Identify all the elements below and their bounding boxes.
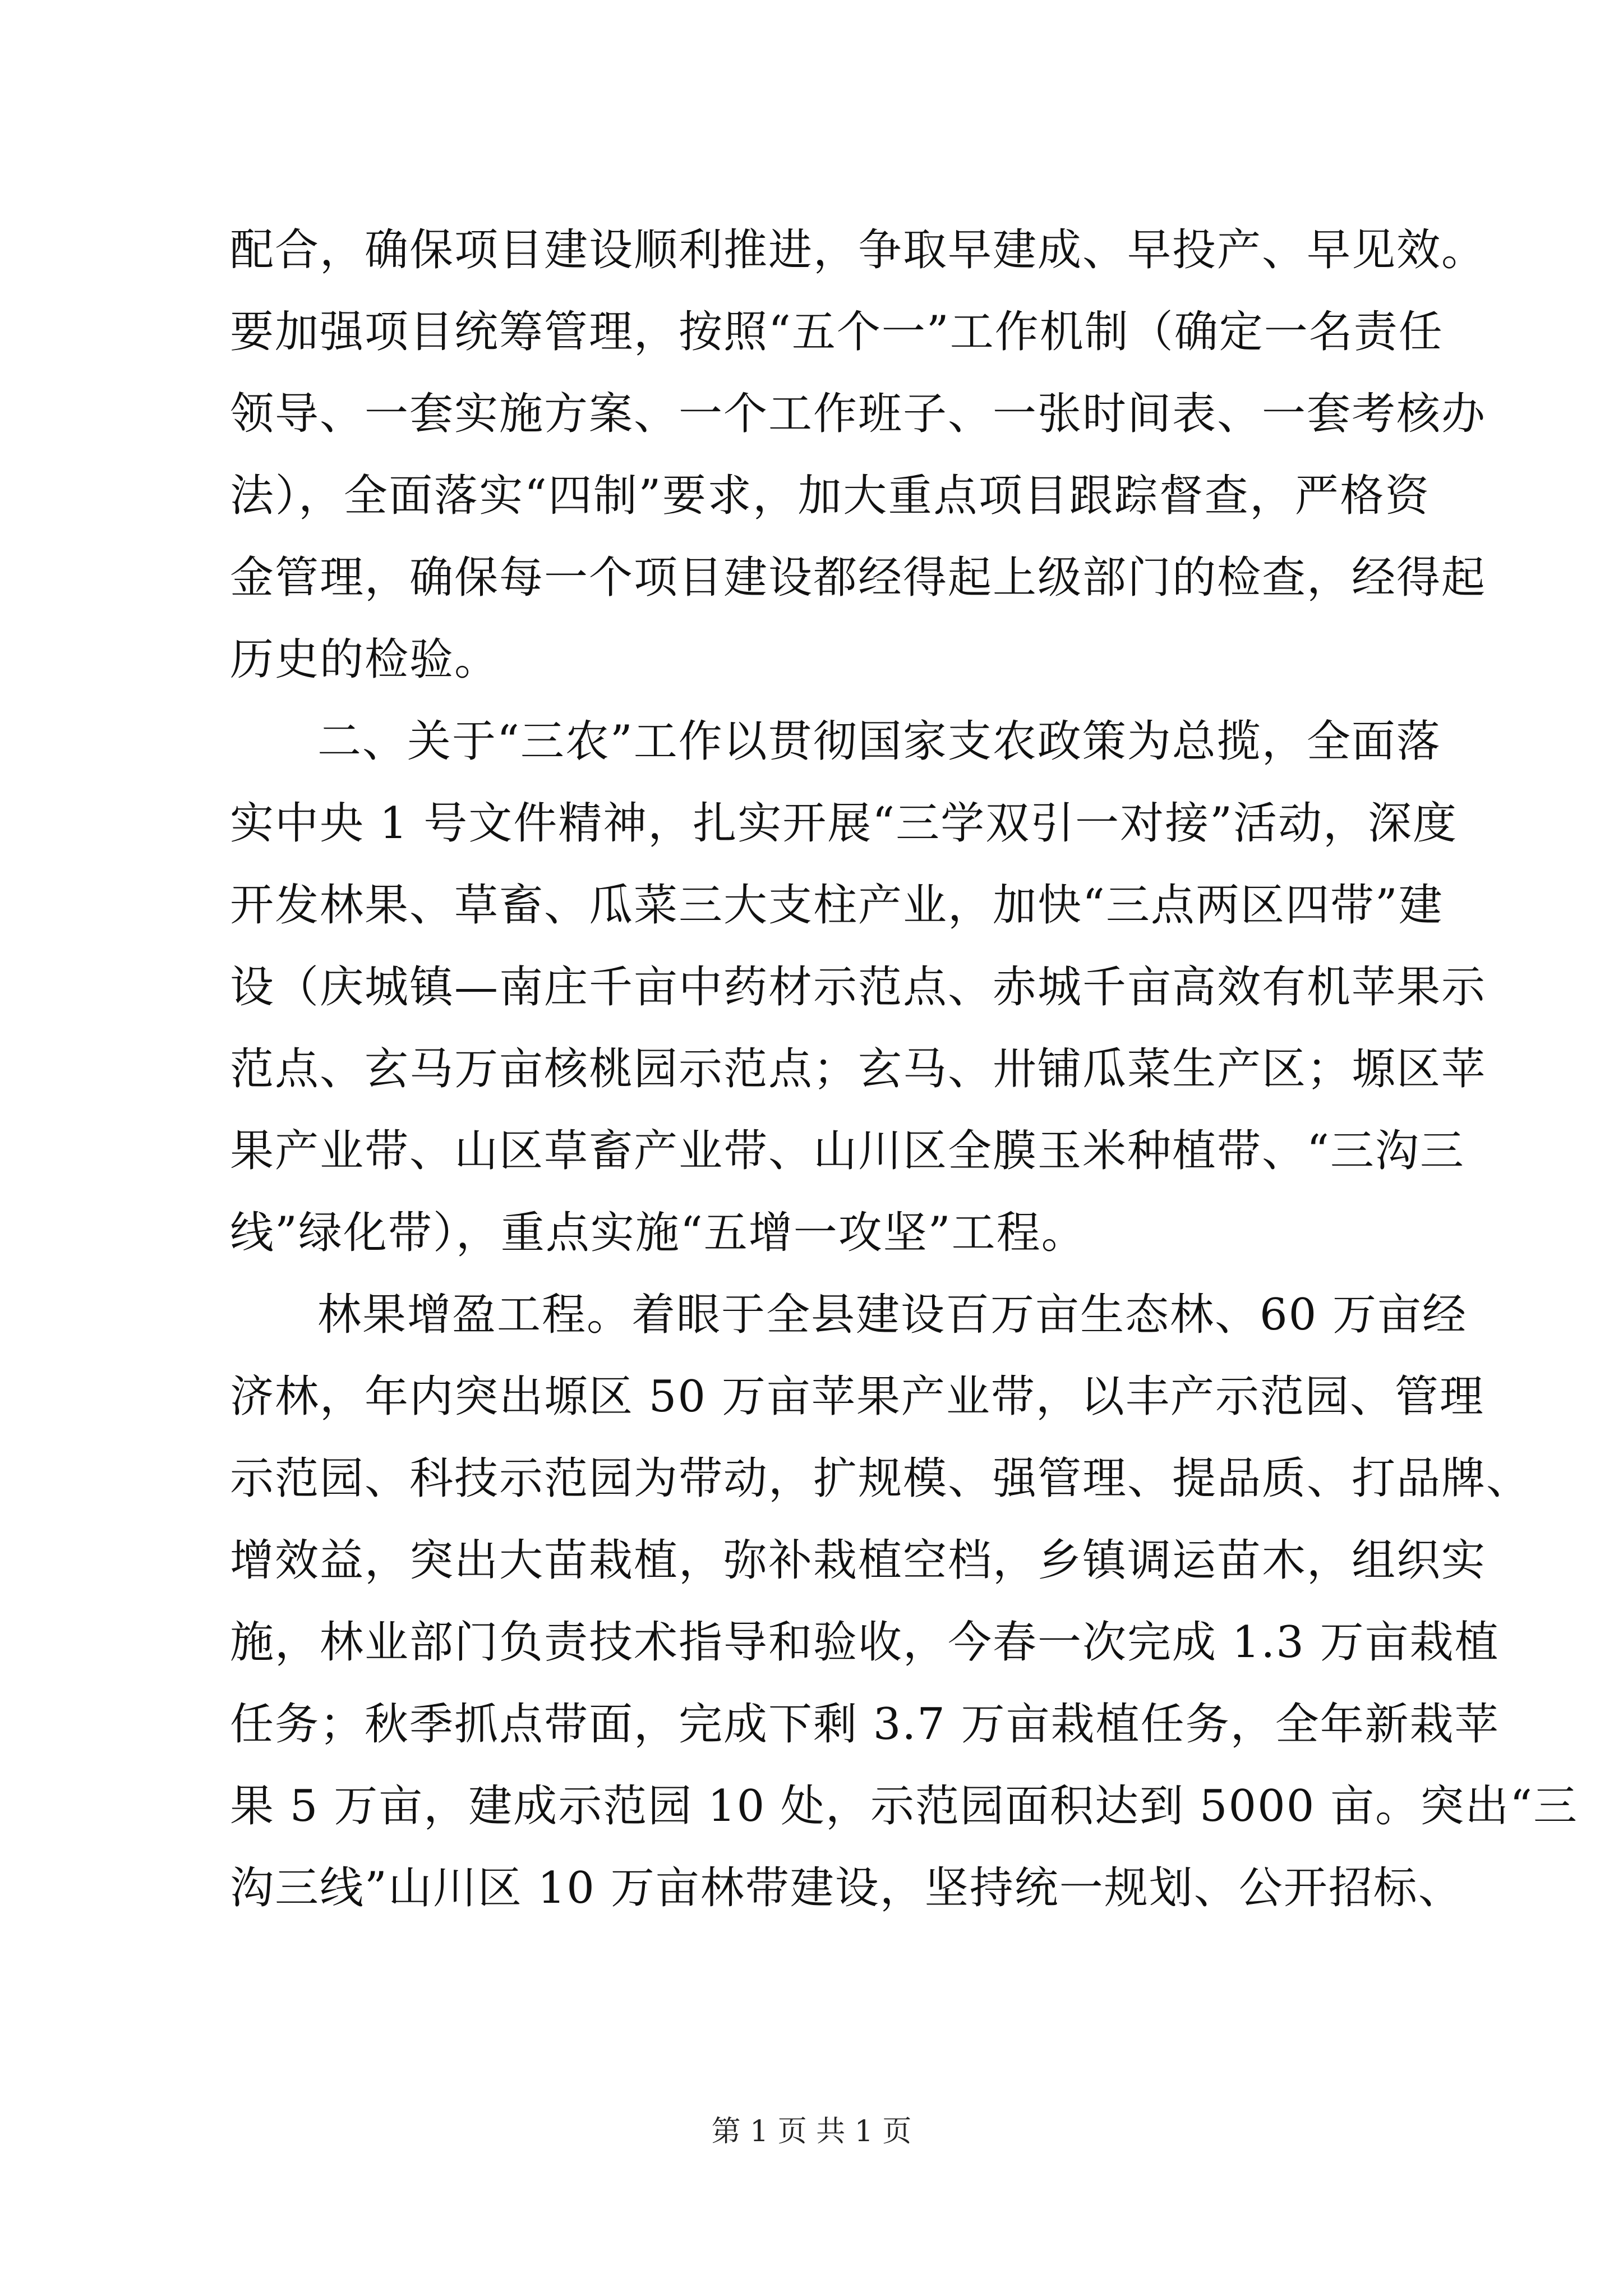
text-line-10: 设（庆城镇—南庄千亩中药材示范点、赤城千亩高效有机苹果示: [230, 962, 1487, 1013]
text-line-5: 金管理，确保每一个项目建设都经得起上级部门的检查，经得起: [230, 553, 1487, 603]
text-line-9: 开发林果、草畜、瓜菜三大支柱产业，加快“三点两区四带”建: [230, 880, 1444, 931]
text-line-8: 实中央 1 号文件精神，扎实开展“三学双引一对接”活动，深度: [230, 798, 1458, 849]
text-line-7: 二、关于“三农”工作以贯彻国家支农政策为总揽，全面落: [317, 716, 1441, 767]
text-line-14: 林果增盈工程。着眼于全县建设百万亩生态林、60 万亩经: [317, 1290, 1468, 1340]
text-line-11: 范点、玄马万亩核桃园示范点；玄马、卅铺瓜菜生产区；塬区苹: [230, 1044, 1487, 1094]
text-line-4: 法），全面落实“四制”要求，加大重点项目跟踪督查，严格资: [230, 471, 1430, 521]
text-line-21: 沟三线”山川区 10 万亩林带建设，坚持统一规划、公开招标、: [230, 1863, 1463, 1913]
text-line-16: 示范园、科技示范园为带动，扩规模、强管理、提品质、打品牌、: [230, 1453, 1532, 1504]
page-footer: 第 1 页 共 1 页: [711, 2115, 912, 2148]
text-line-3: 领导、一套实施方案、一个工作班子、一张时间表、一套考核办: [230, 389, 1487, 439]
text-line-17: 增效益，突出大苗栽植，弥补栽植空档，乡镇调运苗木，组织实: [230, 1535, 1487, 1586]
text-line-13: 线”绿化带），重点实施“五增一攻坚”工程。: [230, 1208, 1086, 1258]
text-line-15: 济林，年内突出塬区 50 万亩苹果产业带，以丰产示范园、管理: [230, 1372, 1484, 1422]
text-line-1: 配合，确保项目建设顺利推进，争取早建成、早投产、早见效。: [230, 225, 1487, 275]
text-line-18: 施，林业部门负责技术指导和验收，今春一次完成 1.3 万亩栽植: [230, 1617, 1500, 1668]
text-line-20: 果 5 万亩，建成示范园 10 处，示范园面积达到 5000 亩。突出“三: [230, 1781, 1579, 1832]
text-line-19: 任务；秋季抓点带面，完成下剩 3.7 万亩栽植任务，全年新栽苹: [230, 1699, 1500, 1750]
text-line-2: 要加强项目统筹管理，按照“五个一”工作机制（确定一名责任: [230, 307, 1444, 357]
text-line-12: 果产业带、山区草畜产业带、山川区全膜玉米种植带、“三沟三: [230, 1126, 1465, 1176]
text-line-6: 历史的检验。: [230, 634, 500, 685]
